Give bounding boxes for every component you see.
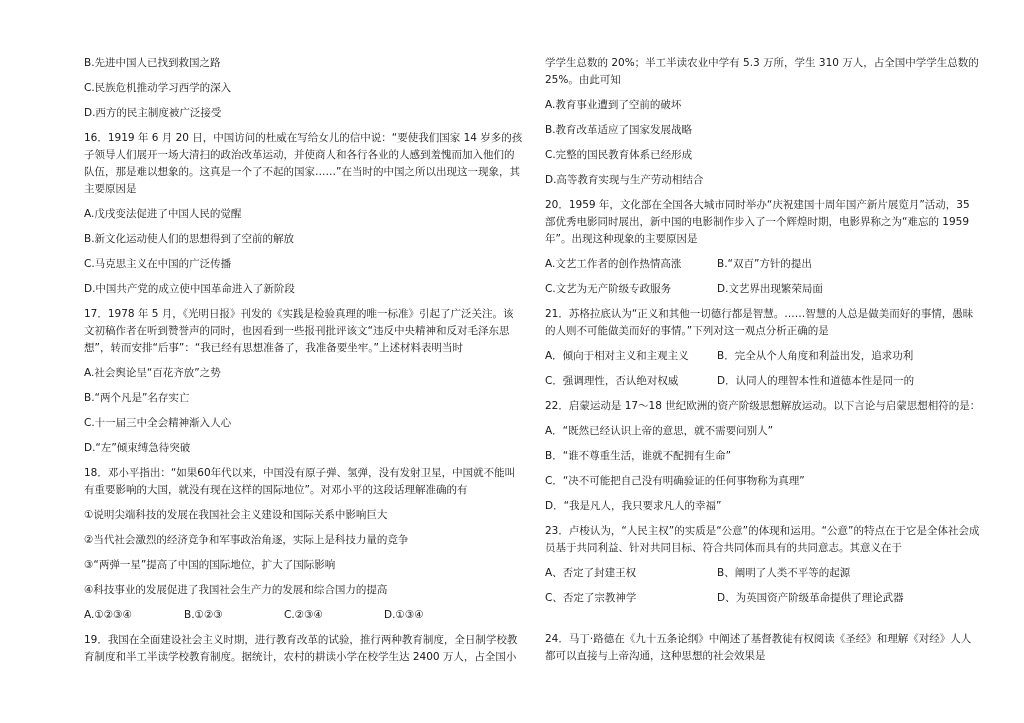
q22-option-a: A．“既然已经认识上帝的意思，就不需要问别人”: [545, 425, 774, 437]
q22-option-d: D．“我是凡人，我只要求凡人的幸福”: [545, 500, 722, 512]
q16-option-a: A.戊戌变法促进了中国人民的觉醒: [84, 208, 242, 220]
q18-option-b: B.①②③: [184, 609, 223, 621]
q15-option-c: C.民族危机推动学习西学的深入: [84, 82, 232, 94]
q17-option-b: B.“两个凡是”名存实亡: [84, 392, 190, 404]
q15-option-b: B.先进中国人已找到救国之路: [84, 57, 221, 69]
q17-option-c: C.十一届三中全会精神渐入人心: [84, 417, 232, 429]
q22-option-b: B．“谁不尊重生活，谁就不配拥有生命”: [545, 450, 732, 462]
q18-option-a: A.①②③④: [84, 609, 132, 621]
q20-options-row1: [545, 256, 981, 273]
q17-option-d: D.“左”倾束缚急待突破: [84, 442, 191, 454]
q19-stem: 19．我国在全面建设社会主义时期，进行教育改革的试验，推行两种教育制度，全日制学校教育制度和半工半读学校教育制度。据统计，农村的耕读小学在校学生达 2400 万人，占全国小: [84, 634, 518, 663]
q18-option-c: C.②③④: [284, 609, 323, 621]
q23-options-row2: [545, 590, 981, 607]
q20-option-a: A.文艺工作者的创作热情高涨: [545, 258, 682, 270]
q19-option-a: A.教育事业遭到了空前的破坏: [545, 99, 682, 111]
q20-option-b: B.“双百”方针的提出: [717, 258, 812, 270]
q20-stem: 20．1959 年，文化部在全国各大城市同时举办“庆祝建国十周年国产新片展览月”活动，35 部优秀电影同时展出，新中国的电影制作步入了一个辉煌时期，电影界称之为“难忘的 1959 年”。出现这种现象的主要原因是: [545, 199, 970, 245]
q18-option-d: D.①③④: [384, 609, 424, 621]
q23-option-c: C、否定了宗教神学: [545, 592, 637, 604]
q20-option-d: D.文艺界出现繁荣局面: [717, 283, 823, 295]
q18-options: [84, 607, 524, 624]
q23-stem: 23．卢梭认为，“人民主权”的实质是“公意”的体现和运用。“公意”的特点在于它是全体社会成员基于共同利益、针对共同目标、符合共同体而具有的共同意志。其意义在于: [545, 525, 980, 554]
q18-item-3: ③“两弹一星”提高了中国的国际地位，扩大了国际影响: [84, 559, 336, 571]
q21-options-row2: [545, 373, 981, 390]
q22-option-c: C．“决不可能把自己没有明确验证的任何事物称为真理”: [545, 475, 805, 487]
q18-item-4: ④科技事业的发展促进了我国社会生产力的发展和综合国力的提高: [84, 584, 388, 596]
q16-option-c: C.马克思主义在中国的广泛传播: [84, 258, 232, 270]
q21-option-c: C．强调理性，否认绝对权威: [545, 375, 679, 387]
q23-option-a: A、否定了封建王权: [545, 567, 637, 579]
q20-options-row2: [545, 281, 981, 298]
q19-option-b: B.教育改革适应了国家发展战略: [545, 124, 693, 136]
q19-option-c: C.完整的国民教育体系已经形成: [545, 149, 693, 161]
q21-option-d: D．认同人的理智本性和道德本性是同一的: [717, 375, 915, 387]
q23-option-b: B、阐明了人类不平等的起源: [717, 567, 851, 579]
q23-option-d: D、为英国资产阶级革命提供了理论武器: [717, 592, 904, 604]
q20-option-c: C.文艺为无产阶级专政服务: [545, 283, 672, 295]
q16-option-d: D.中国共产党的成立使中国革命进入了新阶段: [84, 283, 295, 295]
q24-stem: 24．马丁·路德在《九十五条论纲》中阐述了基督教徒有权阅读《圣经》和理解《对经》人人都可以直接与上帝沟通，这种思想的社会效果是: [545, 633, 972, 662]
q21-stem: 21．苏格拉底认为“正义和其他一切德行都是智慧。……智慧的人总是做美而好的事情，愚昧的人则不可能做美而好的事情。”下列对这一观点分析正确的是: [545, 308, 974, 337]
q21-option-a: A．倾向于相对主义和主观主义: [545, 350, 689, 362]
spacer: [545, 615, 981, 631]
q22-stem: 22．启蒙运动是 17～18 世纪欧洲的资产阶级思想解放运动。以下言论与启蒙思想相符的是：: [545, 400, 981, 412]
q19-stem-continued: 学学生总数的 20%；半工半读农业中学有 5.3 万所，学生 310 万人，占全国中学学生总数的 25%。由此可知: [545, 57, 979, 86]
q16-stem: 16．1919 年 6 月 20 日，中国访问的杜威在写给女儿的信中说：“要使我们国家 14 岁多的孩子领导人们展开一场大清扫的政治改革运动，并使商人和各行各业的人感到羞愧而加入他们的队伍，那是难以想象的。这真是一个了不起的国家……”在当时的中国之所以出现这一现象，其主要原因是: [84, 132, 523, 195]
q23-options-row1: [545, 565, 981, 582]
q17-option-a: A.社会舆论呈“百花齐放”之势: [84, 367, 221, 379]
q18-stem: 18．邓小平指出：“如果60年代以来，中国没有原子弹、氢弹，没有发射卫星，中国就不能叫有重要影响的大国，就没有现在这样的国际地位”。对邓小平的这段话理解准确的有: [84, 467, 516, 496]
q18-item-2: ②当代社会激烈的经济竞争和军事政治角逐，实际上是科技力量的竞争: [84, 534, 409, 546]
q21-option-b: B．完全从个人角度和利益出发，追求功利: [717, 350, 914, 362]
right-column: [545, 55, 981, 673]
q21-options-row1: [545, 348, 981, 365]
left-column: [84, 55, 524, 674]
q18-item-1: ①说明尖端科技的发展在我国社会主义建设和国际关系中影响巨大: [84, 509, 388, 521]
q16-option-b: B.新文化运动使人们的思想得到了空前的解放: [84, 233, 295, 245]
q17-stem: 17．1978 年 5 月，《光明日报》刊发的《实践是检验真理的唯一标准》引起了广泛关注。该文初稿作者在听到赞誉声的同时，也因看到一些报刊批评该文“违反中央精神和反对毛泽东思想”，转而安排“后事”：“我已经有思想准备了，我准备要坐牢。”上述材料表明当时: [84, 308, 514, 354]
q15-option-d: D.西方的民主制度被广泛接受: [84, 107, 222, 119]
q19-option-d: D.高等教育实现与生产劳动相结合: [545, 174, 704, 186]
